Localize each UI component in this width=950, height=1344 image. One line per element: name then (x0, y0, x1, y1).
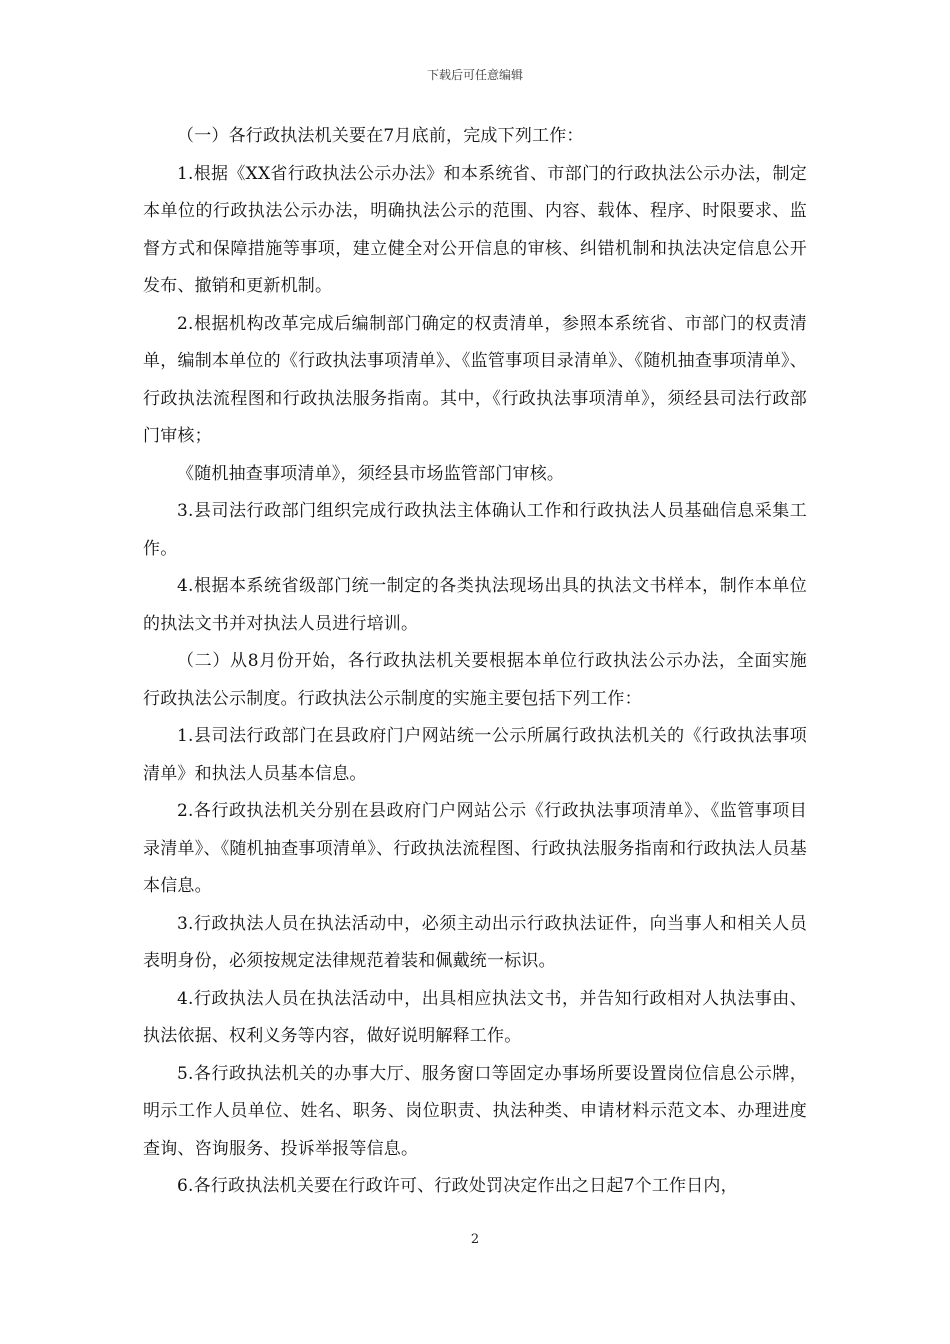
item-2-3: 3.行政执法人员在执法活动中，必须主动出示行政执法证件，向当事人和相关人员表明身份，必须按规定法律规范着装和佩戴统一标识。 (143, 913, 807, 971)
item-1-1: 1.根据《XX省行政执法公示办法》和本系统省、市部门的行政执法公示办法，制定本单位的行政执法公示办法，明确执法公示的范围、内容、载体、程序、时限要求、监督方式和保障措施等事项，建立健全对公开信息的审核、纠错机制和执法决定信息公开发布、撤销和更新机制。 (143, 163, 807, 296)
item-1-4: 4.根据本系统省级部门统一制定的各类执法现场出具的执法文书样本，制作本单位的执法文书并对执法人员进行培训。 (143, 576, 807, 634)
item-2-6: 6.各行政执法机关要在行政许可、行政处罚决定作出之日起7个工作日内， (177, 1176, 738, 1196)
item-1-2: 2.根据机构改革完成后编制部门确定的权责清单，参照本系统省、市部门的权责清单，编制本单位的《行政执法事项清单》、《监管事项目录清单》、《随机抽查事项清单》、行政执法流程图和行政执法服务指南。其中，《行政执法事项清单》，须经县司法行政部门审核； (143, 313, 807, 446)
section-1-heading: （一）各行政执法机关要在7月底前，完成下列工作： (177, 126, 584, 146)
item-1-3: 3.县司法行政部门组织完成行政执法主体确认工作和行政执法人员基础信息采集工作。 (143, 501, 807, 559)
item-2-5: 5.各行政执法机关的办事大厅、服务窗口等固定办事场所要设置岗位信息公示牌，明示工作人员单位、姓名、职务、岗位职责、执法种类、申请材料示范文本、办理进度查询、咨询服务、投诉举报等信息。 (143, 1063, 807, 1159)
item-2-2: 2.各行政执法机关分别在县政府门户网站公示《行政执法事项清单》、《监管事项目录清单》、《随机抽查事项清单》、行政执法流程图、行政执法服务指南和行政执法人员基本信息。 (143, 801, 807, 896)
document-body (143, 118, 807, 1206)
page-header: 下载后可任意编辑 (426, 68, 523, 82)
item-2-4: 4.行政执法人员在执法活动中，出具相应执法文书，并告知行政相对人执法事由、执法依据、权利义务等内容，做好说明解释工作。 (143, 988, 807, 1046)
item-2-1: 1.县司法行政部门在县政府门户网站统一公示所属行政执法机关的《行政执法事项清单》和执法人员基本信息。 (143, 726, 807, 784)
page-number: 2 (470, 1232, 480, 1247)
section-2-heading: （二）从8月份开始，各行政执法机关要根据本单位行政执法公示办法，全面实施行政执法公示制度。行政执法公示制度的实施主要包括下列工作： (143, 651, 807, 709)
item-1-2-continued: 《随机抽查事项清单》，须经县市场监管部门审核。 (177, 463, 565, 484)
